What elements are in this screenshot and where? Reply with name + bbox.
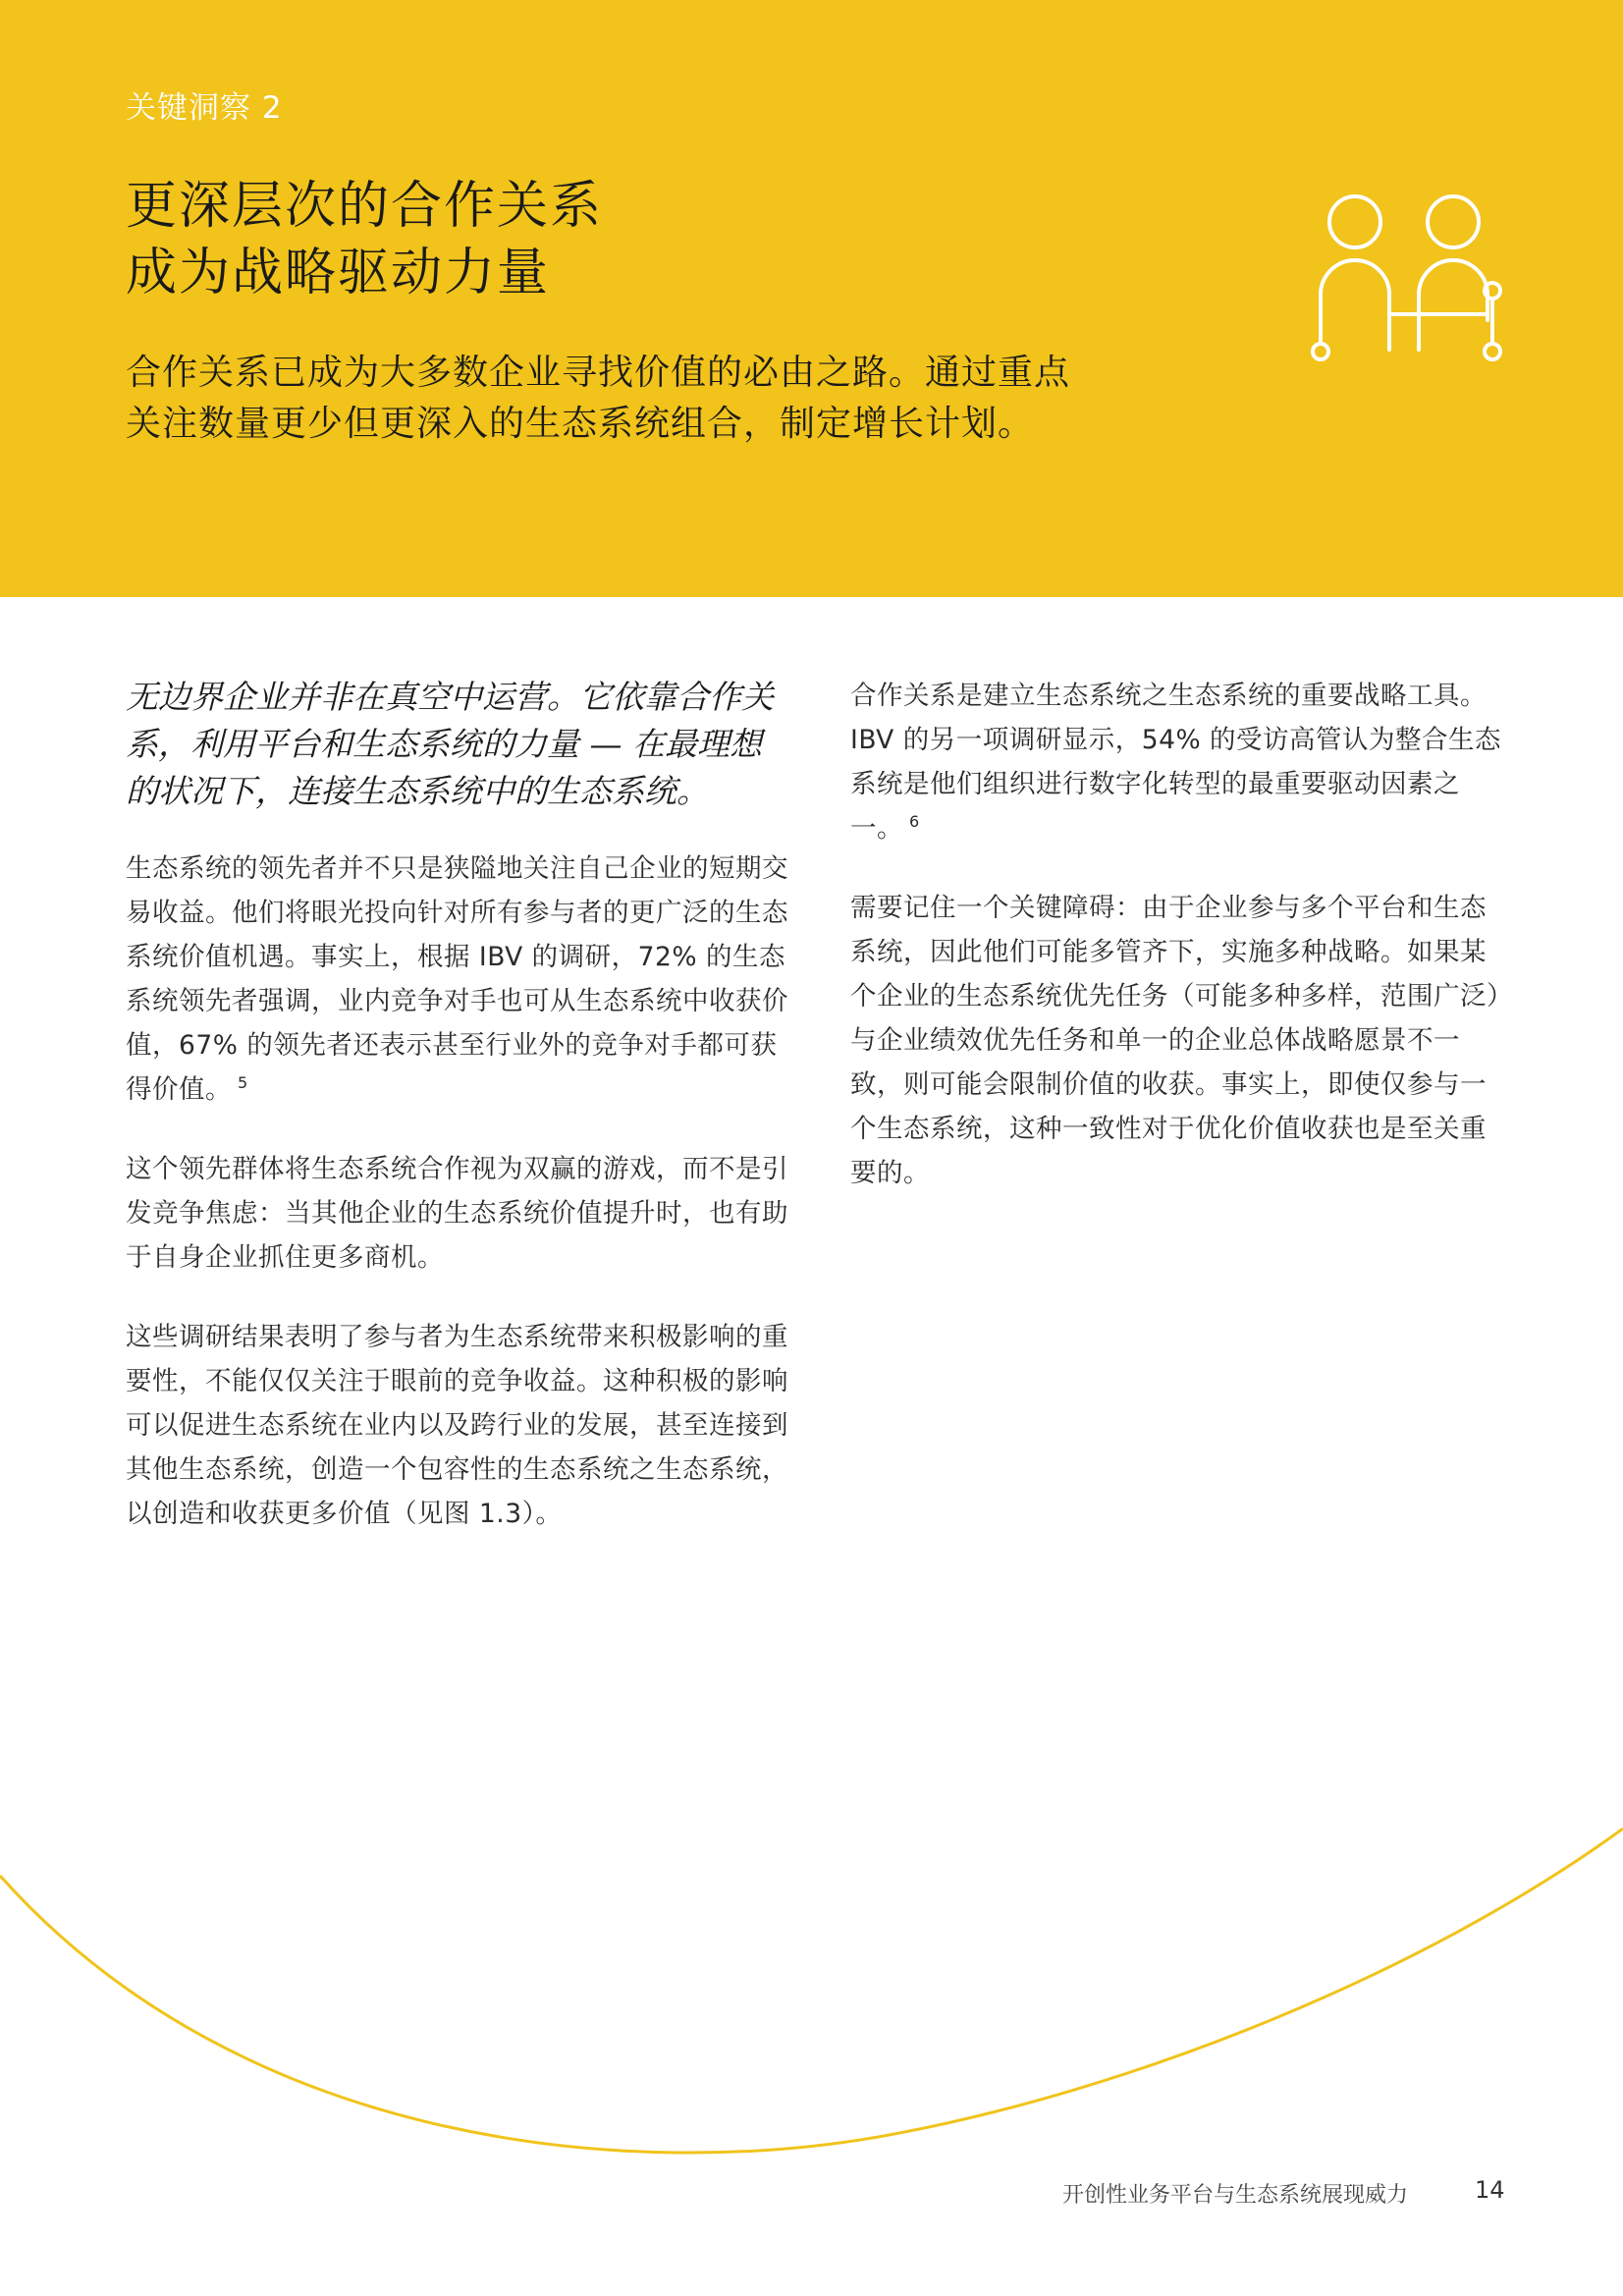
- left-column: [126, 674, 793, 1571]
- intro-summary: [126, 348, 1186, 450]
- footer-publication-title: 开创性业务平台与生态系统展现威力: [1062, 2183, 1409, 2208]
- body-paragraph: 合作关系是建立生态系统之生态系统的重要战略工具。IBV 的另一项调研显示，54% 的受访高管认为整合生态系统是他们组织进行数字化转型的最重要驱动因素之一。 $^6$: [850, 681, 1502, 844]
- decorative-curve: [0, 1807, 1623, 2200]
- intro-line-1: 合作关系已成为大多数企业寻找价值的必由之路。通过重点: [126, 353, 1071, 393]
- page-number: 14: [1475, 2176, 1505, 2204]
- footnote-ref: 6: [909, 812, 920, 832]
- body-paragraph: 需要记住一个关键障碍：由于企业参与多个平台和生态系统，因此他们可能多管齐下，实施多种战略。如果某个企业的生态系统优先任务（可能多种多样，范围广泛）与企业绩效优先任务和单一的企业总体战略愿景不一致，则可能会限制价值的收获。事实上，即使仅参与一个生态系统，这种一致性对于优化价值收获也是至关重要的。: [850, 893, 1500, 1188]
- lead-quote: 无边界企业并非在真空中运营。它依靠合作关系，利用平台和生态系统的力量 — 在最理想的状况下，连接生态系统中的生态系统。: [126, 678, 774, 810]
- intro-line-2: 关注数量更少但更深入的生态系统组合，制定增长计划。: [126, 404, 1035, 444]
- page-title-line-2: 成为战略驱动力量: [126, 244, 551, 302]
- partnership-people-icon: [1306, 187, 1522, 373]
- right-column: [850, 674, 1508, 1230]
- header-banner: [0, 0, 1623, 597]
- footnote-ref: 5: [238, 1073, 248, 1093]
- page-title: [126, 173, 872, 306]
- body-paragraph: 这个领先群体将生态系统合作视为双赢的游戏，而不是引发竞争焦虑：当其他企业的生态系统价值提升时，也有助于自身企业抓住更多商机。: [126, 1154, 788, 1273]
- body-paragraph: 这些调研结果表明了参与者为生态系统带来积极影响的重要性，不能仅仅关注于眼前的竞争收益。这种积极的影响可以促进生态系统在业内以及跨行业的发展，甚至连接到其他生态系统，创造一个包容性的生态系统之生态系统，以创造和收获更多价值（见图 1.3）。: [126, 1322, 788, 1529]
- section-eyebrow: 关键洞察 2: [126, 90, 283, 126]
- body-paragraph: 生态系统的领先者并不只是狭隘地关注自己企业的短期交易收益。他们将眼光投向针对所有参与者的更广泛的生态系统价值机遇。事实上，根据 IBV 的调研，72% 的生态系统领先者强调，业内竞争对手也可从生态系统中收获价值，67% 的领先者还表示甚至行业外的竞争对手都可获得价值。 $^5$: [126, 853, 788, 1105]
- page-title-line-1: 更深层次的合作关系: [126, 177, 604, 236]
